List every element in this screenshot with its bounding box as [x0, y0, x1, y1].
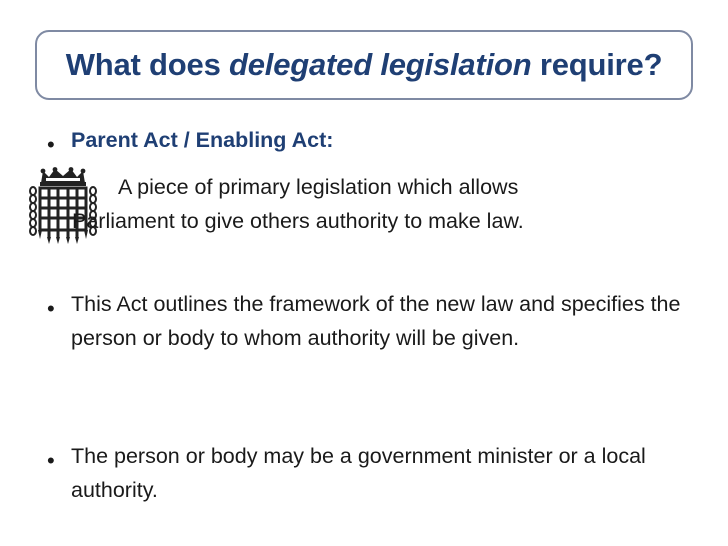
bullet-heading: Parent Act / Enabling Act: [71, 128, 334, 152]
title-suffix: require? [531, 47, 663, 82]
bullet-marker: • [47, 296, 55, 321]
bullet-marker: • [47, 132, 55, 157]
definition-text [72, 170, 728, 238]
title-emphasis: delegated legislation [229, 47, 532, 82]
bullet-text-framework: This Act outlines the framework of the new law and specifies the person or body to whom authority will be given. [71, 292, 681, 350]
definition-line-2: Parliament to give others authority to make law. [72, 209, 524, 233]
definition-line-1: A piece of primary legislation which allows [118, 175, 519, 199]
title-prefix: What does [65, 47, 230, 82]
bullet-marker: • [47, 448, 55, 473]
bullet-text-person: The person or body may be a government minister or a local authority. [71, 444, 646, 502]
